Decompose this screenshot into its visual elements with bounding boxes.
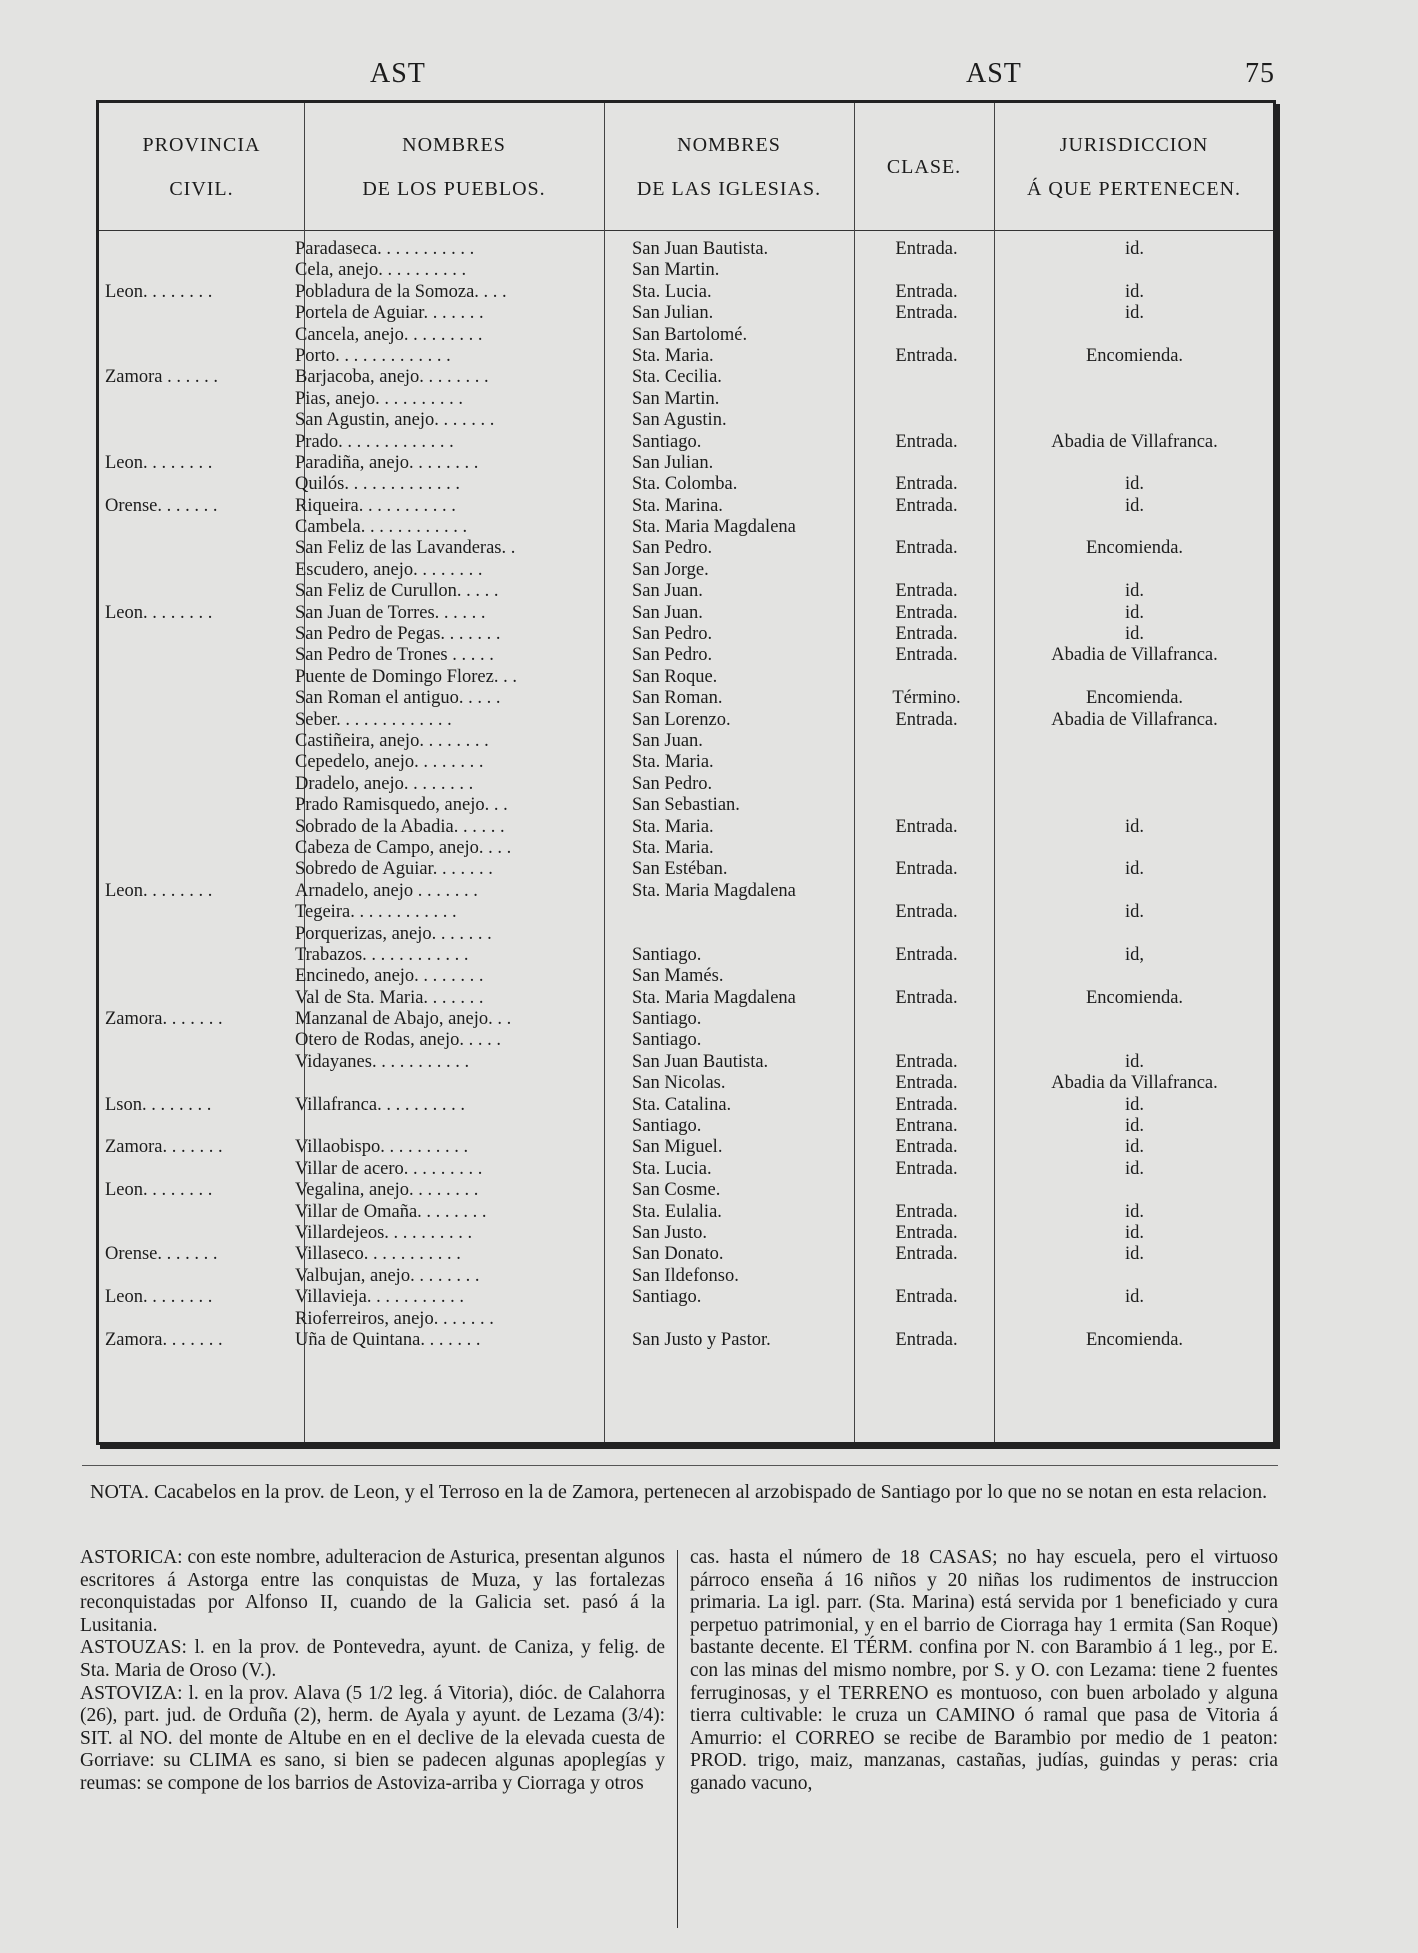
- table-cell-prov: [105, 303, 290, 324]
- table-cell-juris: id.: [1124, 1051, 1144, 1072]
- table-cell-pueblo: Prado Ramisquedo, anejo. . .: [295, 795, 508, 816]
- table-cell-prov: [105, 645, 290, 666]
- table-cell-iglesia: Santiago.: [632, 1287, 702, 1308]
- table-cell-pueblo: Sobrado de la Abadia. . . . . .: [295, 816, 505, 837]
- table-cell-clase: Entrada.: [895, 624, 958, 645]
- table-cell-juris: [997, 1266, 1272, 1287]
- table-cell-clase: [859, 1009, 994, 1030]
- table-cell-pueblo: Villafranca. . . . . . . . . .: [295, 1094, 465, 1115]
- table-cell-iglesia: San Pedro.: [632, 538, 713, 559]
- table-cell-pueblo: Villaseco. . . . . . . . . . .: [295, 1244, 461, 1265]
- table-cell-juris: id.: [1124, 239, 1144, 259]
- table-cell-iglesia: Sta. Cecilia.: [632, 367, 722, 388]
- table-cell-juris: Encomienda.: [1085, 345, 1184, 366]
- table-cell-juris: id.: [1124, 1244, 1144, 1265]
- table-cell-prov: Leon. . . . . . . .: [105, 281, 213, 302]
- table-cell-clase: [859, 881, 994, 902]
- table-cell-pueblo: Vegalina, anejo. . . . . . . .: [295, 1180, 479, 1201]
- header-provincia: PROVINCIA CIVIL.: [142, 133, 261, 200]
- table-cell-pueblo: Villar de acero. . . . . . . . .: [295, 1158, 483, 1179]
- table-cell-prov: [105, 1266, 290, 1287]
- column-divider: [604, 103, 605, 1442]
- table-cell-pueblo: Manzanal de Abajo, anejo. . .: [295, 1009, 512, 1030]
- table-cell-juris: id.: [1124, 602, 1144, 623]
- table-cell-iglesia: Sta. Lucia.: [632, 281, 712, 302]
- table-cell-prov: [105, 538, 290, 559]
- table-cell-iglesia: [632, 924, 857, 945]
- table-cell-clase: Entrada.: [895, 303, 958, 324]
- table-cell-pueblo: Cambela. . . . . . . . . . . .: [295, 517, 468, 538]
- table-cell-prov: [105, 325, 290, 346]
- table-cell-juris: [997, 517, 1272, 538]
- table-cell-iglesia: Sta. Eulalia.: [632, 1201, 722, 1222]
- table-cell-pueblo: San Pedro de Pegas. . . . . . .: [295, 624, 501, 645]
- table-cell-prov: [105, 966, 290, 987]
- table-cell-pueblo: Otero de Rodas, anejo. . . . .: [295, 1030, 502, 1051]
- table-cell-iglesia: Sta. Colomba.: [632, 474, 738, 495]
- table-cell-clase: [859, 517, 994, 538]
- table-cell-clase: Entrada.: [895, 1201, 958, 1222]
- table-cell-clase: Entrada.: [895, 987, 958, 1008]
- table-cell-pueblo: [295, 1073, 595, 1094]
- table-cell-clase: Entrada.: [895, 859, 958, 880]
- table-cell-iglesia: Sta. Marina.: [632, 495, 723, 516]
- table-cell-iglesia: San Bartolomé.: [632, 324, 748, 345]
- table-cell-clase: [859, 924, 994, 945]
- table-cell-prov: [105, 389, 290, 410]
- table-cell-clase: [859, 410, 994, 431]
- table-cell-prov: [105, 260, 290, 281]
- table-cell-juris: id.: [1124, 495, 1144, 516]
- table-header: [99, 103, 1273, 231]
- table-cell-juris: Abadia da Villafranca.: [1051, 1073, 1218, 1094]
- table-cell-prov: Orense. . . . . . .: [105, 1244, 218, 1265]
- table-cell-juris: id.: [1124, 303, 1144, 324]
- table-cell-prov: [105, 1030, 290, 1051]
- table-cell-prov: Leon. . . . . . . .: [105, 1287, 213, 1308]
- table-cell-pueblo: Seber. . . . . . . . . . . . .: [295, 709, 452, 730]
- note-paragraph: NOTA. Cacabelos en la prov. de Leon, y el Terroso en la de Zamora, pertenecen al arzobispado de Santiago por lo que no se notan en esta relacion.: [90, 1481, 1268, 1503]
- table-cell-pueblo: Villar de Omaña. . . . . . . .: [295, 1201, 487, 1222]
- running-header: [0, 58, 1418, 98]
- table-cell-iglesia: Santiago.: [632, 1030, 702, 1051]
- table-cell-prov: [105, 624, 290, 645]
- table-cell-juris: [997, 795, 1272, 816]
- table-cell-iglesia: San Mamés.: [632, 966, 724, 987]
- table-cell-pueblo: Porto. . . . . . . . . . . . .: [295, 345, 451, 366]
- table-cell-clase: [859, 1030, 994, 1051]
- table-cell-juris: id.: [1124, 624, 1144, 645]
- table-cell-juris: [997, 667, 1272, 688]
- table-cell-iglesia: San Ildefonso.: [632, 1265, 739, 1286]
- table-cell-clase: Entrada.: [895, 602, 958, 623]
- table-cell-juris: [997, 367, 1272, 388]
- header-pueblos: NOMBRES DE LOS PUEBLOS.: [362, 133, 546, 200]
- table-cell-prov: [105, 410, 290, 431]
- table-cell-juris: [997, 966, 1272, 987]
- table-cell-clase: [859, 1180, 994, 1201]
- table-cell-prov: [105, 346, 290, 367]
- table-cell-pueblo: Quilós. . . . . . . . . . . . .: [295, 474, 460, 495]
- table-cell-juris: [997, 389, 1272, 410]
- table-cell-juris: Abadia de Villafranca.: [1051, 645, 1218, 666]
- table-cell-prov: [105, 239, 290, 260]
- table-cell-juris: id,: [1124, 944, 1144, 965]
- table-cell-iglesia: San Juan.: [632, 581, 703, 602]
- table-cell-iglesia: Sta. Maria Magdalena: [632, 987, 796, 1008]
- table-cell-pueblo: Cela, anejo. . . . . . . . . .: [295, 260, 467, 281]
- table-cell-juris: [997, 560, 1272, 581]
- table-cell-juris: id.: [1124, 902, 1144, 923]
- table-cell-clase: Entrada.: [895, 1244, 958, 1265]
- table-cell-juris: [997, 838, 1272, 859]
- table-cell-clase: Entrada.: [895, 944, 958, 965]
- table-cell-clase: Entrada.: [895, 1137, 958, 1158]
- table-cell-clase: [859, 667, 994, 688]
- table-cell-juris: [997, 410, 1272, 431]
- table-cell-clase: Entrada.: [895, 1287, 958, 1308]
- table-cell-pueblo: Riqueira. . . . . . . . . . .: [295, 495, 456, 516]
- table-cell-juris: [997, 260, 1272, 281]
- table-cell-clase: [859, 389, 994, 410]
- table-cell-prov: [105, 774, 290, 795]
- entry-astorica: ASTORICA: con este nombre, adulteracion de Asturica, presentan algunos escritores á Astorga entre las conquistas de Muza, y las fortalezas reconquistadas por Alfonso II, cuando de la Galicia set. pasó á la Lusitania.: [80, 1547, 665, 1636]
- table-cell-clase: [859, 966, 994, 987]
- table-cell-pueblo: Escudero, anejo. . . . . . . .: [295, 559, 483, 580]
- table-cell-juris: id.: [1124, 1137, 1144, 1158]
- table-cell-iglesia: San Sebastian.: [632, 795, 740, 816]
- table-cell-prov: Zamora. . . . . . .: [105, 1137, 223, 1158]
- table-cell-iglesia: San Cosme.: [632, 1180, 721, 1201]
- table-cell-iglesia: San Nicolas.: [632, 1073, 726, 1094]
- table-cell-pueblo: Pobladura de la Somoza. . . .: [295, 281, 507, 302]
- table-cell-clase: Término.: [892, 688, 961, 709]
- table-cell-prov: Lson. . . . . . . .: [105, 1094, 212, 1115]
- table-cell-iglesia: Santiago.: [632, 431, 702, 452]
- table-cell-clase: Entrada.: [895, 1329, 958, 1350]
- table-cell-clase: Entrada.: [895, 474, 958, 495]
- table-cell-clase: [859, 795, 994, 816]
- table-cell-juris: [997, 881, 1272, 902]
- table-cell-juris: [997, 774, 1272, 795]
- table-cell-clase: [859, 774, 994, 795]
- table-cell-juris: id.: [1124, 281, 1144, 302]
- table-cell-prov: [105, 838, 290, 859]
- table-cell-pueblo: Prado. . . . . . . . . . . . .: [295, 431, 454, 452]
- table-cell-clase: Entrada.: [895, 581, 958, 602]
- table-cell-iglesia: Sta. Maria.: [632, 837, 714, 858]
- table-cell-iglesia: San Miguel.: [632, 1137, 723, 1158]
- table-cell-pueblo: San Feliz de las Lavanderas. .: [295, 538, 516, 559]
- parish-table: [96, 100, 1276, 1445]
- table-cell-iglesia: San Justo.: [632, 1222, 708, 1243]
- table-cell-clase: [859, 453, 994, 474]
- table-cell-juris: Abadia de Villafranca.: [1051, 709, 1218, 730]
- table-cell-clase: [859, 367, 994, 388]
- table-cell-juris: [997, 731, 1272, 752]
- table-cell-prov: Leon. . . . . . . .: [105, 1180, 213, 1201]
- table-cell-juris: id.: [1124, 1116, 1144, 1137]
- table-cell-juris: id.: [1124, 474, 1144, 495]
- table-cell-prov: [105, 1223, 290, 1244]
- table-cell-prov: [105, 1159, 290, 1180]
- table-cell-pueblo: Portela de Aguiar. . . . . . .: [295, 303, 484, 324]
- header-left: AST: [370, 58, 426, 89]
- table-cell-juris: Encomienda.: [1085, 987, 1184, 1008]
- table-cell-juris: [997, 1030, 1272, 1051]
- table-cell-prov: [105, 988, 290, 1009]
- table-cell-prov: [105, 795, 290, 816]
- table-cell-pueblo: Val de Sta. Maria. . . . . . .: [295, 987, 484, 1008]
- table-cell-iglesia: San Julian.: [632, 303, 714, 324]
- table-cell-prov: [105, 859, 290, 880]
- table-cell-pueblo: Cepedelo, anejo. . . . . . . .: [295, 752, 484, 773]
- table-cell-pueblo: Paradiña, anejo. . . . . . . .: [295, 452, 479, 473]
- table-cell-prov: [105, 667, 290, 688]
- provincia-column: [105, 239, 290, 1351]
- table-cell-juris: id.: [1124, 581, 1144, 602]
- table-cell-pueblo: Tegeira. . . . . . . . . . . .: [295, 902, 457, 923]
- table-cell-juris: Encomienda.: [1085, 688, 1184, 709]
- table-cell-prov: [105, 902, 290, 923]
- table-cell-juris: id.: [1124, 1201, 1144, 1222]
- table-cell-pueblo: Pias, anejo. . . . . . . . . .: [295, 388, 464, 409]
- table-cell-clase: [859, 752, 994, 773]
- table-cell-juris: [997, 453, 1272, 474]
- table-cell-clase: Entrana.: [895, 1116, 958, 1137]
- entry-astouzas: ASTOUZAS: l. en la prov. de Pontevedra, ayunt. de Caniza, y felig. de Sta. Maria de Oroso (V.).: [80, 1637, 665, 1681]
- table-cell-juris: id.: [1124, 1287, 1144, 1308]
- table-cell-juris: id.: [1124, 1222, 1144, 1243]
- table-cell-clase: [859, 838, 994, 859]
- header-clase: CLASE.: [886, 155, 962, 178]
- table-cell-prov: [105, 945, 290, 966]
- table-cell-pueblo: [295, 1116, 595, 1137]
- table-cell-prov: [105, 1202, 290, 1223]
- clase-column: [859, 239, 994, 1351]
- table-cell-clase: [859, 260, 994, 281]
- jurisdiccion-column: [997, 239, 1272, 1351]
- table-cell-pueblo: San Roman el antiguo. . . . .: [295, 688, 501, 709]
- table-cell-iglesia: Sta. Maria Magdalena: [632, 517, 796, 538]
- table-cell-iglesia: Sta. Maria Magdalena: [632, 880, 796, 901]
- table-cell-iglesia: San Justo y Pastor.: [632, 1329, 771, 1350]
- table-cell-pueblo: Encinedo, anejo. . . . . . . .: [295, 966, 484, 987]
- table-cell-iglesia: Sta. Maria.: [632, 345, 714, 366]
- table-cell-iglesia: [632, 902, 857, 923]
- table-cell-clase: Entrada.: [895, 816, 958, 837]
- right-text-column: [690, 1547, 1278, 1796]
- table-cell-clase: [859, 1266, 994, 1287]
- table-cell-prov: [105, 1116, 290, 1137]
- table-cell-iglesia: San Pedro.: [632, 624, 713, 645]
- table-cell-prov: Leon. . . . . . . .: [105, 452, 213, 473]
- table-cell-pueblo: Villavieja. . . . . . . . . . .: [295, 1287, 464, 1308]
- table-cell-pueblo: San Pedro de Trones . . . . .: [295, 645, 494, 666]
- table-cell-juris: [997, 325, 1272, 346]
- table-cell-clase: Entrada.: [895, 709, 958, 730]
- table-cell-pueblo: Paradaseca. . . . . . . . . . .: [295, 239, 475, 259]
- table-cell-iglesia: San Roman.: [632, 688, 723, 709]
- table-cell-pueblo: Cancela, anejo. . . . . . . . .: [295, 324, 483, 345]
- header-iglesias: NOMBRES DE LAS IGLESIAS.: [636, 133, 822, 200]
- entry-astoviza: ASTOVIZA: l. en la prov. Alava (5 1/2 leg. á Vitoria), dióc. de Calahorra (26), part. jud. de Orduña (2), herm. de Ayala y ayunt. de Lezama (3/4): SIT. al NO. del monte de Altube en en el declive de la elevada cuesta de Gorriave: su CLIMA es sano, si bien se padecen algunas apoplegías y reumas: se compone de los barrios de Astoviza-arriba y Ciorraga y otros: [80, 1682, 665, 1794]
- table-cell-prov: [105, 1052, 290, 1073]
- table-cell-pueblo: Trabazos. . . . . . . . . . . .: [295, 944, 469, 965]
- table-cell-clase: Entrada.: [895, 1222, 958, 1243]
- table-cell-iglesia: San Pedro.: [632, 645, 713, 666]
- table-cell-juris: [997, 924, 1272, 945]
- table-cell-iglesia: San Juan.: [632, 730, 703, 751]
- table-bottom-rule: [82, 1465, 1278, 1466]
- table-cell-clase: Entrada.: [895, 1158, 958, 1179]
- table-cell-pueblo: San Agustin, anejo. . . . . . .: [295, 410, 495, 431]
- left-text-column: [80, 1547, 665, 1796]
- table-cell-juris: id.: [1124, 1094, 1144, 1115]
- table-cell-juris: id.: [1124, 859, 1144, 880]
- table-cell-iglesia: Sta. Lucia.: [632, 1158, 712, 1179]
- table-cell-iglesia: San Estéban.: [632, 859, 728, 880]
- table-cell-juris: [997, 1180, 1272, 1201]
- table-cell-pueblo: Porquerizas, anejo. . . . . . .: [295, 923, 492, 944]
- table-cell-juris: [997, 752, 1272, 773]
- table-cell-pueblo: Puente de Domingo Florez. . .: [295, 666, 517, 687]
- table-cell-prov: [105, 688, 290, 709]
- table-cell-pueblo: Sobredo de Aguiar. . . . . . .: [295, 859, 493, 880]
- page-number: 75: [1245, 58, 1275, 89]
- table-cell-juris: [997, 1309, 1272, 1330]
- table-cell-iglesia: San Juan Bautista.: [632, 1051, 769, 1072]
- table-cell-clase: Entrada.: [895, 495, 958, 516]
- table-cell-juris: [997, 1009, 1272, 1030]
- table-cell-prov: [105, 1073, 290, 1094]
- header-jurisdiccion: JURISDICCION Á QUE PERTENECEN.: [1026, 133, 1242, 200]
- table-cell-clase: Entrada.: [895, 645, 958, 666]
- table-cell-prov: Zamora . . . . . .: [105, 367, 219, 388]
- table-cell-iglesia: Sta. Catalina.: [632, 1094, 732, 1115]
- table-cell-prov: [105, 924, 290, 945]
- table-cell-pueblo: San Feliz de Curullon. . . . .: [295, 581, 499, 602]
- table-cell-pueblo: Villaobispo. . . . . . . . . .: [295, 1137, 469, 1158]
- table-cell-pueblo: Castiñeira, anejo. . . . . . . .: [295, 730, 489, 751]
- table-cell-prov: [105, 1309, 290, 1330]
- table-cell-pueblo: Dradelo, anejo. . . . . . . .: [295, 773, 474, 794]
- table-cell-iglesia: Santiago.: [632, 1009, 702, 1030]
- table-cell-prov: Zamora. . . . . . .: [105, 1329, 223, 1350]
- table-cell-clase: Entrada.: [895, 345, 958, 366]
- table-cell-pueblo: Arnadelo, anejo . . . . . . .: [295, 880, 478, 901]
- table-cell-clase: Entrada.: [895, 239, 958, 259]
- table-cell-clase: Entrada.: [895, 1094, 958, 1115]
- table-cell-pueblo: Valbujan, anejo. . . . . . . .: [295, 1265, 480, 1286]
- table-cell-clase: Entrada.: [895, 431, 958, 452]
- table-cell-prov: [105, 752, 290, 773]
- table-cell-juris: Encomienda.: [1085, 1329, 1184, 1350]
- table-cell-prov: [105, 581, 290, 602]
- table-cell-pueblo: Uña de Quintana. . . . . . .: [295, 1329, 481, 1350]
- table-cell-prov: [105, 817, 290, 838]
- column-divider: [994, 103, 995, 1442]
- table-cell-pueblo: San Juan de Torres. . . . . .: [295, 602, 486, 623]
- table-cell-pueblo: Rioferreiros, anejo. . . . . . .: [295, 1308, 494, 1329]
- table-cell-iglesia: Sta. Maria.: [632, 816, 714, 837]
- table-cell-pueblo: Cabeza de Campo, anejo. . . .: [295, 837, 512, 858]
- table-cell-iglesia: Santiago.: [632, 1116, 702, 1137]
- table-cell-iglesia: San Julian.: [632, 452, 714, 473]
- pueblos-column: [295, 239, 595, 1351]
- table-cell-iglesia: San Lorenzo.: [632, 709, 731, 730]
- table-cell-pueblo: Barjacoba, anejo. . . . . . . .: [295, 367, 489, 388]
- table-cell-iglesia: San Jorge.: [632, 559, 709, 580]
- table-cell-iglesia: [632, 1309, 857, 1330]
- table-cell-iglesia: Sta. Maria.: [632, 752, 714, 773]
- table-cell-iglesia: San Juan Bautista.: [632, 239, 769, 259]
- table-cell-iglesia: San Donato.: [632, 1244, 724, 1265]
- table-cell-juris: id.: [1124, 816, 1144, 837]
- table-cell-clase: Entrada.: [895, 902, 958, 923]
- table-cell-prov: Leon. . . . . . . .: [105, 602, 213, 623]
- table-cell-iglesia: San Agustin.: [632, 410, 727, 431]
- table-cell-pueblo: Vidayanes. . . . . . . . . . .: [295, 1051, 470, 1072]
- table-cell-iglesia: San Roque.: [632, 666, 718, 687]
- table-cell-prov: [105, 432, 290, 453]
- table-cell-iglesia: Santiago.: [632, 944, 702, 965]
- table-cell-juris: id.: [1124, 1158, 1144, 1179]
- table-cell-clase: [859, 731, 994, 752]
- table-cell-iglesia: San Juan.: [632, 602, 703, 623]
- table-cell-prov: [105, 731, 290, 752]
- table-cell-pueblo: Villardejeos. . . . . . . . . .: [295, 1222, 473, 1243]
- table-cell-iglesia: San Martin.: [632, 260, 720, 281]
- table-cell-juris: Encomienda.: [1085, 538, 1184, 559]
- entry-astoviza-continued: cas. hasta el número de 18 CASAS; no hay escuela, pero el virtuoso párroco enseña á 16 niños y 20 niñas los rudimentos de instruccion primaria. La igl. parr. (Sta. Marina) está servida por 1 beneficiado y cura perpetuo patrimonial, y en el barrio de Ciorraga hay 1 ermita (San Roque) bastante decente. El TÉRM. confina por N. con Barambio á 1 leg., por E. con las minas del mismo nombre, por S. y O. con Lezama: tiene 2 fuentes ferruginosas, y el TERRENO es montuoso, con buen arbolado y alguna tierra cultivable: le cruza un CAMINO ó ramal que pasa de Vitoria á Amurrio: el CORREO se recibe de Barambio por medio de 1 peaton: PROD. trigo, maiz, manzanas, castañas, judías, guindas y peras: cria ganado vacuno,: [690, 1547, 1278, 1794]
- table-cell-clase: [859, 560, 994, 581]
- table-cell-prov: [105, 560, 290, 581]
- table-cell-clase: [859, 1309, 994, 1330]
- table-cell-iglesia: San Pedro.: [632, 773, 713, 794]
- table-cell-iglesia: San Martin.: [632, 388, 720, 409]
- table-cell-clase: Entrada.: [895, 1051, 958, 1072]
- iglesias-column: [632, 239, 857, 1351]
- table-cell-prov: [105, 474, 290, 495]
- table-cell-prov: [105, 517, 290, 538]
- table-cell-prov: [105, 710, 290, 731]
- table-cell-clase: [859, 325, 994, 346]
- column-rule: [677, 1550, 678, 1928]
- table-cell-clase: Entrada.: [895, 281, 958, 302]
- table-cell-clase: Entrada.: [895, 1073, 958, 1094]
- table-cell-prov: Leon. . . . . . . .: [105, 880, 213, 901]
- table-cell-prov: Zamora. . . . . . .: [105, 1009, 223, 1030]
- header-center: AST: [966, 58, 1022, 89]
- table-cell-clase: Entrada.: [895, 538, 958, 559]
- table-cell-juris: Abadia de Villafranca.: [1051, 431, 1218, 452]
- table-cell-prov: Orense. . . . . . .: [105, 495, 218, 516]
